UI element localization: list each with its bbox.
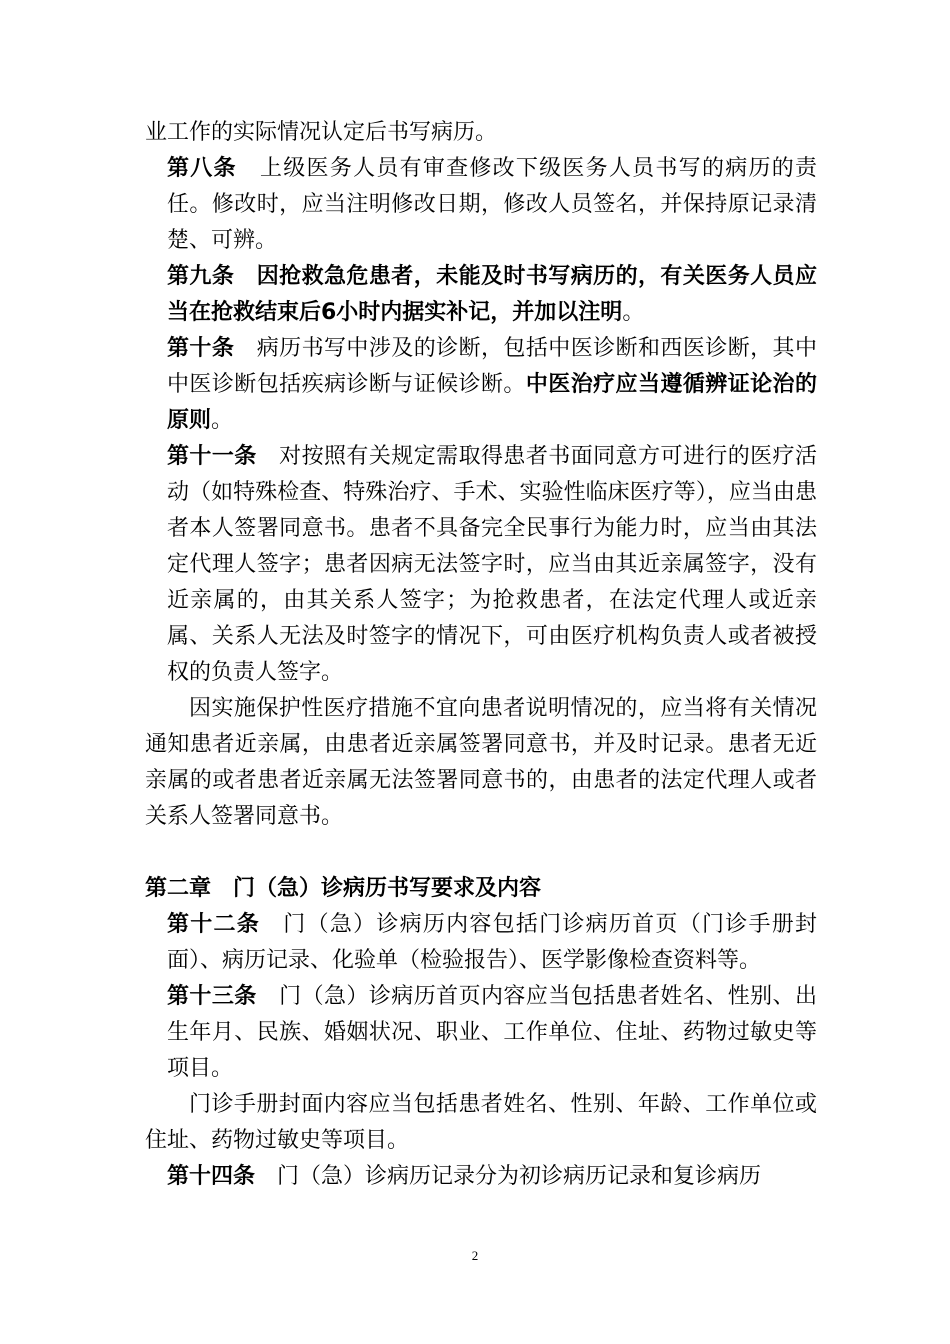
paragraph-protective-care: 因实施保护性医疗措施不宜向患者说明情况的，应当将有关情况通知患者近亲属，由患者近亲属签署同意书，并及时记录。患者无近亲属的或者患者近亲属无法签署同意书的，由患者的法定代理人或者关系人签署同意书。 <box>145 696 817 829</box>
article-11 <box>145 439 817 691</box>
chapter-2-title: 门（急）诊病历书写要求及内容 <box>233 876 542 901</box>
article-10-bold-text: 中医治疗应当遵循辨证论治的原则 <box>167 372 817 433</box>
article-13 <box>145 979 817 1087</box>
article-8 <box>145 151 817 259</box>
article-9 <box>145 259 817 331</box>
article-14 <box>145 1159 817 1195</box>
article-13-title: 第十三条 <box>167 984 257 1009</box>
article-12 <box>145 907 817 979</box>
article-13-text: 门（急）诊病历首页内容应当包括患者姓名、性别、出生年月、民族、婚姻状况、职业、工作单位、住址、药物过敏史等项目。 <box>167 984 817 1081</box>
paragraph-continuation: 业工作的实际情况认定后书写病历。 <box>145 120 498 145</box>
article-12-title: 第十二条 <box>167 912 261 937</box>
article-9-end: 。 <box>622 300 645 325</box>
chapter-2-heading <box>145 871 817 907</box>
article-10-title: 第十条 <box>167 336 235 361</box>
paragraph-booklet-cover: 门诊手册封面内容应当包括患者姓名、性别、年龄、工作单位或住址、药物过敏史等项目。 <box>145 1092 817 1153</box>
article-12-text: 门（急）诊病历内容包括门诊病历首页（门诊手册封面）、病历记录、化验单（检验报告）、医学影像检查资料等。 <box>167 912 817 973</box>
article-11-text: 对按照有关规定需取得患者书面同意方可进行的医疗活动（如特殊检查、特殊治疗、手术、实验性临床医疗等），应当由患者本人签署同意书。患者不具备完全民事行为能力时，应当由其法定代理人签字；患者因病无法签字时，应当由其近亲属签字，没有近亲属的，由其关系人签字；为抢救患者，在法定代理人或近亲属、关系人无法及时签字的情况下，可由医疗机构负责人或者被授权的负责人签字。 <box>167 444 817 685</box>
article-10-end: 。 <box>211 408 234 433</box>
article-8-title: 第八条 <box>167 156 237 181</box>
article-9-bold-text: 因抢救急危患者，未能及时书写病历的，有关医务人员应当在抢救结束后6小时内据实补记，并加以注明 <box>167 264 817 325</box>
article-14-text: 门（急）诊病历记录分为初诊病历记录和复诊病历 <box>277 1164 762 1189</box>
article-14-title: 第十四条 <box>167 1164 256 1189</box>
article-10-text: 病历书写中涉及的诊断，包括中医诊断和西医诊断，其中中医诊断包括疾病诊断与证候诊断。 <box>167 336 817 397</box>
chapter-2-label: 第二章 <box>145 876 212 901</box>
page-number: 2 <box>471 1248 479 1263</box>
article-11-title: 第十一条 <box>167 444 257 469</box>
document-body <box>145 115 817 1195</box>
article-9-title: 第九条 <box>167 264 235 289</box>
article-8-text: 上级医务人员有审查修改下级医务人员书写的病历的责任。修改时，应当注明修改日期，修改人员签名，并保持原记录清楚、可辨。 <box>167 156 817 253</box>
article-10 <box>145 331 817 439</box>
